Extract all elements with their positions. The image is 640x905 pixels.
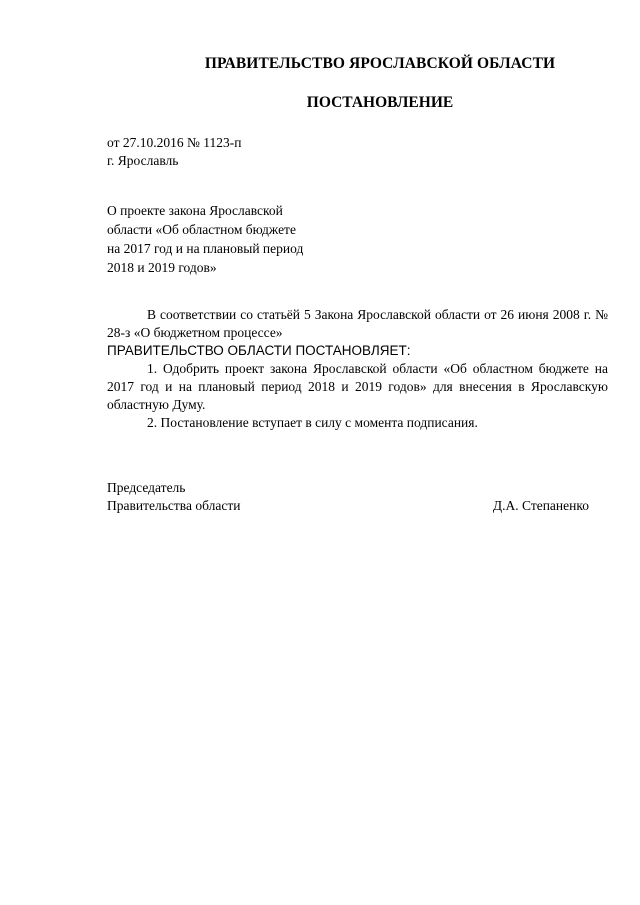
signatory-title-line2: Правительства области (107, 498, 241, 513)
resolve-statement: ПРАВИТЕЛЬСТВО ОБЛАСТИ ПОСТАНОВЛЯЕТ: (107, 343, 411, 358)
organization-heading: ПРАВИТЕЛЬСТВО ЯРОСЛАВСКОЙ ОБЛАСТИ (204, 55, 556, 72)
signatory-name: Д.А. Степаненко (492, 498, 589, 513)
item-2-paragraph: 2. Постановление вступает в силу с момента подписания. (147, 415, 478, 430)
subject-line: на 2017 год и на плановый период (107, 241, 304, 256)
preamble-paragraph: В соответствии со статьёй 5 Закона Ярославской области от 26 июня 2008 г. № 28-з «О бюджетном процессе» (107, 307, 608, 340)
signature-row (107, 497, 589, 515)
signatory-title-line1: Председатель (107, 480, 186, 495)
document-subject (107, 201, 367, 277)
subject-line: О проекте закона Ярославской (107, 203, 283, 218)
document-body (107, 306, 608, 432)
date-number: от 27.10.2016 № 1123-п (107, 135, 242, 150)
item-1-paragraph: 1. Одобрить проект закона Ярославской области «Об областном бюджете на 2017 год и на плановый период 2018 и 2019 годов» для внесения в Ярославскую областную Думу. (107, 361, 608, 412)
document-type-heading: ПОСТАНОВЛЕНИЕ (306, 94, 454, 111)
document-meta (107, 134, 241, 170)
signature-block (107, 479, 589, 515)
city: г. Ярославль (107, 153, 179, 168)
subject-line: области «Об областном бюджете (107, 222, 296, 237)
subject-line: 2018 и 2019 годов» (107, 260, 217, 275)
